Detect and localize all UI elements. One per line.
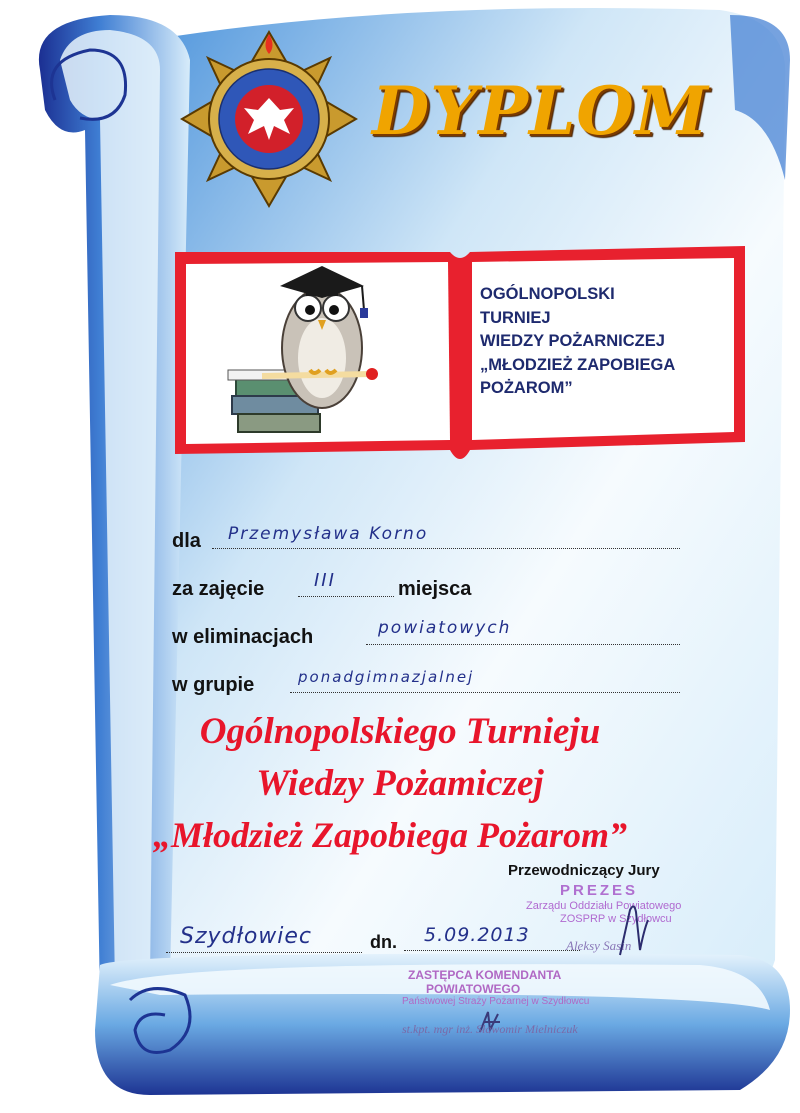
contest-line-3: „Młodzież Zapobiega Pożarom” [153,815,627,855]
place-value: III [314,570,336,591]
book-heading [480,283,730,401]
place-suffix: miejsca [398,578,472,600]
for-label: dla [172,530,201,552]
place-label: za zajęcie [172,578,265,600]
jury-stamp-line-2: ZOSPRP w Szydłowcu [560,913,672,925]
book-line: TURNIEJ [480,308,551,327]
diploma-title: DYPLOM [372,72,709,150]
date-label: dn. [370,932,397,952]
jury-signature: Aleksy Sasin [566,938,632,953]
dotted-line [298,596,394,597]
group-label: w grupie [172,674,255,696]
round-value: powiatowych [378,618,512,638]
book-line: OGÓLNOPOLSKI [480,285,615,303]
round-label: w eliminacjach [172,626,314,648]
book-line: POŻAROM” [480,379,573,397]
dotted-line [166,952,362,953]
date-value: 5.09.2013 [424,924,530,946]
book-line: „MŁODZIEŻ ZAPOBIEGA [480,355,676,374]
dotted-line [366,644,680,645]
commander-line-1: ZASTĘPCA KOMENDANTA [408,968,562,982]
dotted-line [404,950,580,951]
commander-line-3: Państwowej Straży Pożarnej w Szydłowcu [402,996,590,1007]
dotted-line [212,548,680,549]
owl-with-books-icon [222,258,392,443]
jury-stamp-line-1: Zarządu Oddziału Powiatowego [526,900,682,912]
fire-brigade-emblem-icon [178,28,360,210]
group-value: ponadgimnazjalnej [298,668,475,686]
contest-line-2: Wiedzy Pożamiczej [256,763,544,804]
book-line: WIEDZY POŻARNICZEJ [480,332,665,350]
commander-name: st.kpt. mgr inż. Sławomir Mielniczuk [402,1022,578,1036]
recipient-name: Przemysława Korno [228,524,429,544]
signature-scribble-icon [612,900,652,960]
jury-label: Przewodniczący Jury [508,862,660,879]
jury-stamp-title: PREZES [560,882,639,899]
place-name: Szydłowiec [180,924,313,949]
contest-line-1: Ogólnopolskiego Turnieju [199,711,601,752]
dotted-line [290,692,680,693]
commander-line-2: POWIATOWEGO [426,982,521,996]
